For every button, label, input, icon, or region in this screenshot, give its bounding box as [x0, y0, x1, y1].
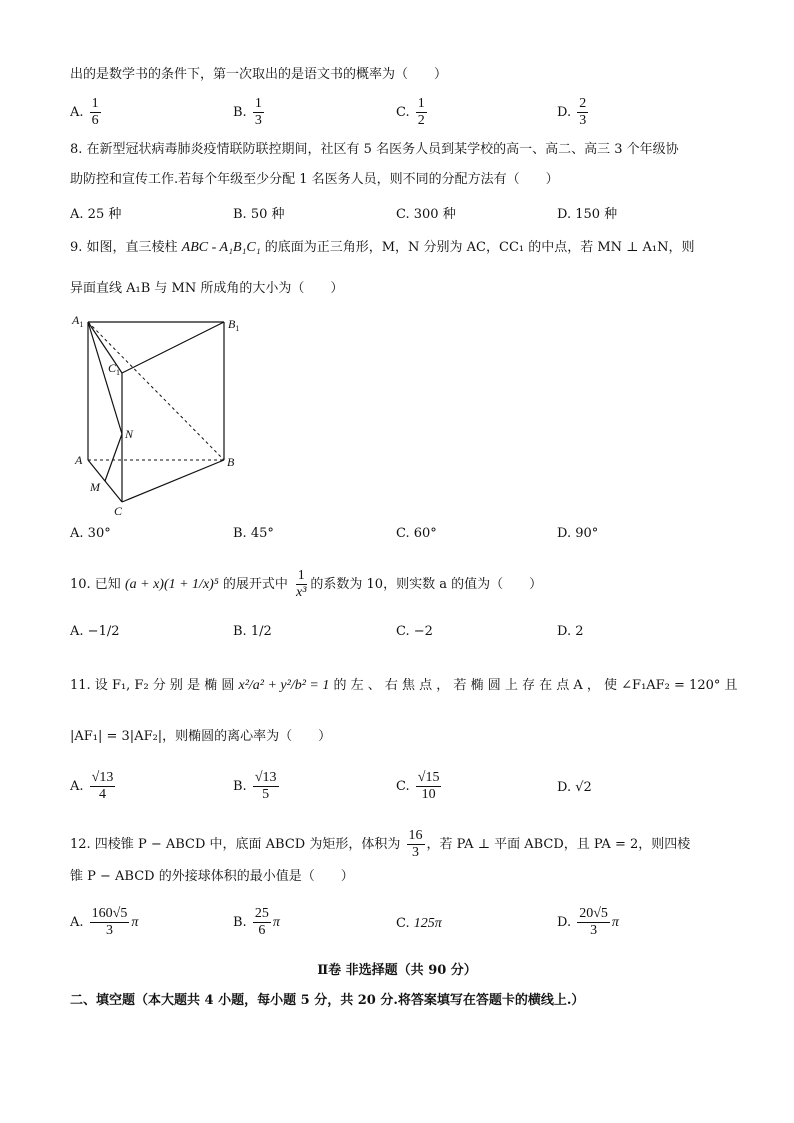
q12-option-a: A. $\frac{160√5}{3}$ π: [70, 906, 139, 938]
q12-line1: 12. 四棱锥 P − ABCD 中，底面 ABCD 为矩形，体积为 $\frac{16}{3}$ ，若 PA ⊥ 平面 ABCD，且 PA = 2，则四棱: [70, 828, 691, 860]
edge-b1-c1: [122, 322, 224, 373]
section2-title: Ⅱ卷 非选择题（共 90 分）: [317, 963, 477, 978]
q12-option-b: B. $\frac{25}{6}$ π: [233, 906, 280, 938]
q7-text: 出的是数学书的条件下，第一次取出的是语文书的概率为（ ）: [70, 67, 448, 82]
q7-option-b: B. $\frac{1}{3}$: [233, 96, 262, 128]
edge-a1-c1: [88, 322, 122, 373]
q8-option-c: C. 300 种: [396, 207, 456, 222]
q8-line2: 助防控和宣传工作.若每个年级至少分配 1 名医务人员，则不同的分配方法有（ ）: [70, 172, 559, 187]
edge-c-b: [122, 460, 224, 502]
q10-option-b: B. 1/2: [233, 624, 272, 639]
q9-option-c: C. 60°: [396, 526, 437, 541]
q11-ellipse-equation: x²/a² + y²/b² = 1: [238, 678, 330, 693]
q9-line2: 异面直线 A₁B 与 MN 所成角的大小为（ ）: [70, 281, 344, 296]
label-a: A: [75, 453, 83, 467]
q10-expression: (a + x)(1 + 1/x)⁵: [124, 577, 219, 592]
q7-option-c: C. $\frac{1}{2}$: [396, 96, 425, 128]
label-c: C: [114, 504, 123, 518]
label-c1: $C_1$: [108, 361, 121, 377]
q10-option-d: D. 2: [557, 624, 584, 639]
q12-option-d: D. $\frac{20√5}{3}$ π: [557, 906, 619, 938]
q8-option-a: A. 25 种: [70, 207, 122, 222]
label-n: N: [125, 427, 134, 441]
q11-option-b: B. $\frac{√13}{5}$: [233, 770, 277, 802]
q10-term: $\frac{1}{\text{x³}}$: [295, 568, 307, 600]
q11-line1: 11. 设 F₁, F₂ 分 别 是 椭 圆 x²/a² + y²/b² = 1 的 左 、 右 焦 点 ， 若 椭 圆 上 存 在 点 A ， 使 ∠F₁AF₂ = 120° 且: [70, 678, 738, 693]
q9-line1: 9. 如图，直三棱柱 ABC - A₁B₁C₁ 的底面为正三角形，M，N 分别为 AC，CC₁ 的中点，若 MN ⊥ A₁N，则: [70, 240, 695, 255]
section2-subtitle: 二、填空题（本大题共 4 小题，每小题 5 分，共 20 分.将答案填写在答题卡的横线上.）: [70, 993, 585, 1008]
q8-line1: 8. 在新型冠状病毒肺炎疫情联防联控期间，社区有 5 名医务人员到某学校的高一、高二、高三 3 个年级协: [70, 142, 679, 157]
q10-line: 10. 已知 (a + x)(1 + 1/x)⁵ 的展开式中 $\frac{1}{\text{x³}}$ 的系数为 10，则实数 a 的值为（ ）: [70, 568, 543, 600]
q12-option-c: C. 125π: [396, 916, 442, 931]
q9-option-b: B. 45°: [233, 526, 274, 541]
q10-option-c: C. −2: [396, 624, 433, 639]
label-m: M: [90, 480, 100, 494]
label-b: B: [227, 455, 235, 469]
q11-option-d: D. √2: [557, 780, 592, 795]
q11-option-a: A. $\frac{√13}{4}$: [70, 770, 114, 802]
q9-option-a: A. 30°: [70, 526, 111, 541]
segment-m-n: [105, 434, 122, 481]
q7-option-d: D. $\frac{2}{3}$: [557, 96, 587, 128]
q9-option-d: D. 90°: [557, 526, 599, 541]
q11-option-c: C. $\frac{√15}{10}$: [396, 770, 440, 802]
q11-line2: |AF₁| = 3|AF₂|，则椭圆的离心率为（ ）: [70, 729, 332, 744]
q12-line2: 锥 P − ABCD 的外接球体积的最小值是（ ）: [70, 869, 354, 884]
q7-option-a: A. $\frac{1}{6}$: [70, 96, 99, 128]
q8-option-d: D. 150 种: [557, 207, 618, 222]
label-b1: $B_1$: [228, 317, 240, 333]
q10-option-a: A. −1/2: [70, 624, 120, 639]
segment-a1-n: [88, 322, 122, 434]
label-a1: $A_1$: [72, 313, 84, 329]
prism-figure: [70, 306, 245, 521]
q8-option-b: B. 50 种: [233, 207, 285, 222]
